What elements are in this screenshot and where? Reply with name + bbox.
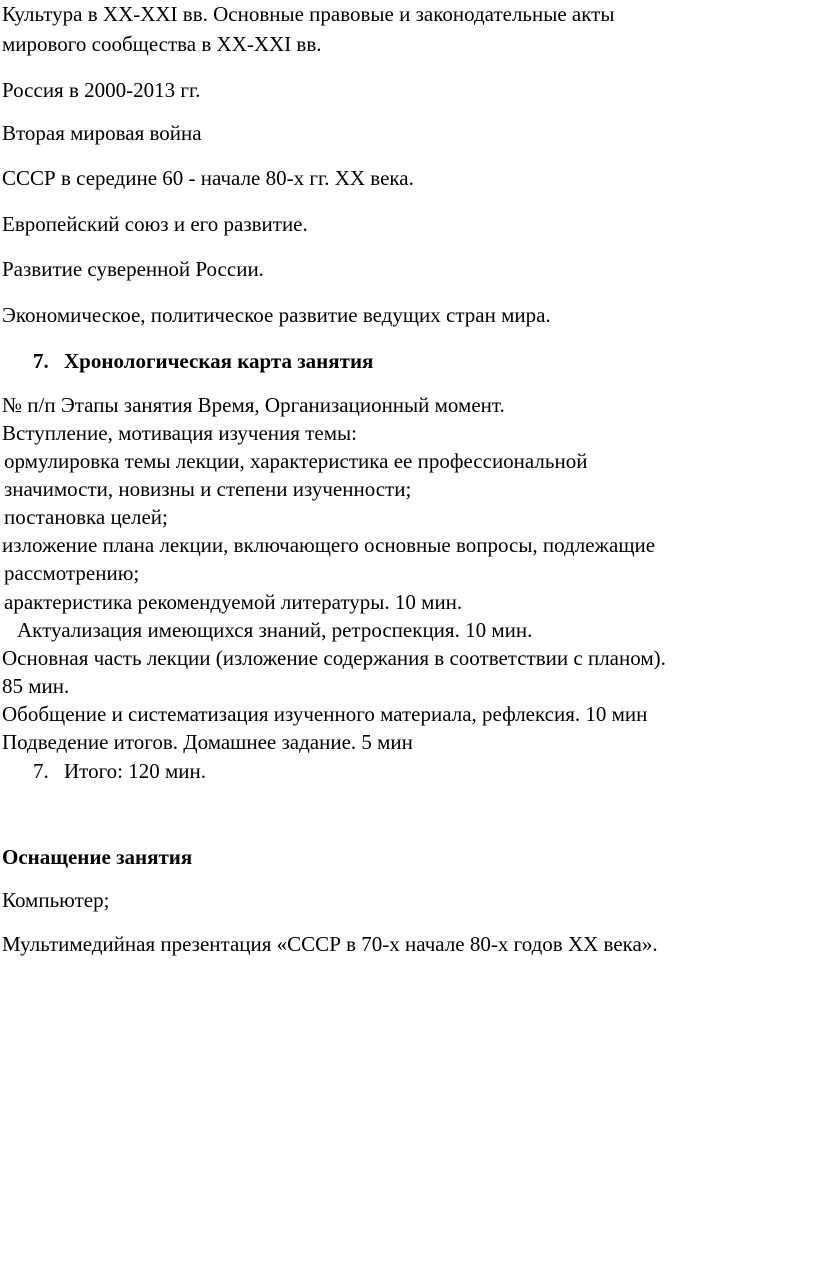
equipment-item: Мультимедийная презентация «СССР в 70-х начале 80-х годов XX века». (2, 932, 658, 956)
chrono-line: Подведение итогов. Домашнее задание. 5 мин (2, 730, 413, 754)
chrono-line: Вступление, мотивация изучения темы: (2, 421, 357, 445)
total-text: Итого: 120 мин. (64, 759, 207, 783)
topic-line: Культура в XX-XXI вв. Основные правовые и законодательные акты (2, 2, 615, 26)
total-number: 7. (33, 759, 49, 783)
chrono-line: изложение плана лекции, включающего основные вопросы, подлежащие (2, 533, 656, 557)
equipment-item: Компьютер; (2, 888, 110, 912)
topic-line: Вторая мировая война (2, 121, 202, 145)
chrono-line: ормулировка темы лекции, характеристика ее профессиональной (4, 449, 588, 473)
topic-line: Европейский союз и его развитие. (2, 212, 308, 236)
topic-line: СССР в середине 60 - начале 80-х гг. XX века. (2, 166, 414, 190)
topic-line: Россия в 2000-2013 гг. (2, 78, 201, 102)
equipment-heading: Оснащение занятия (2, 845, 193, 869)
chrono-line: № п/п Этапы занятия Время, Организационный момент. (2, 393, 505, 417)
chrono-line: 85 мин. (2, 674, 70, 698)
topic-line: мирового сообщества в XX-XXI вв. (2, 32, 322, 56)
chrono-line: арактеристика рекомендуемой литературы. 10 мин. (4, 590, 463, 614)
section-heading: Хронологическая карта занятия (64, 349, 374, 373)
chrono-line: Актуализация имеющихся знаний, ретроспекция. 10 мин. (17, 618, 533, 642)
chrono-line: Основная часть лекции (изложение содержания в соответствии с планом). (2, 646, 666, 670)
chrono-line: постановка целей; (4, 505, 168, 529)
topic-line: Экономическое, политическое развитие ведущих стран мира. (2, 303, 551, 327)
chrono-line: Обобщение и систематизация изученного материала, рефлексия. 10 мин (2, 702, 648, 726)
chrono-line: рассмотрению; (4, 561, 140, 585)
chrono-line: значимости, новизны и степени изученности; (4, 477, 412, 501)
topic-line: Развитие суверенной России. (2, 257, 264, 281)
section-heading-number: 7. (33, 349, 49, 373)
